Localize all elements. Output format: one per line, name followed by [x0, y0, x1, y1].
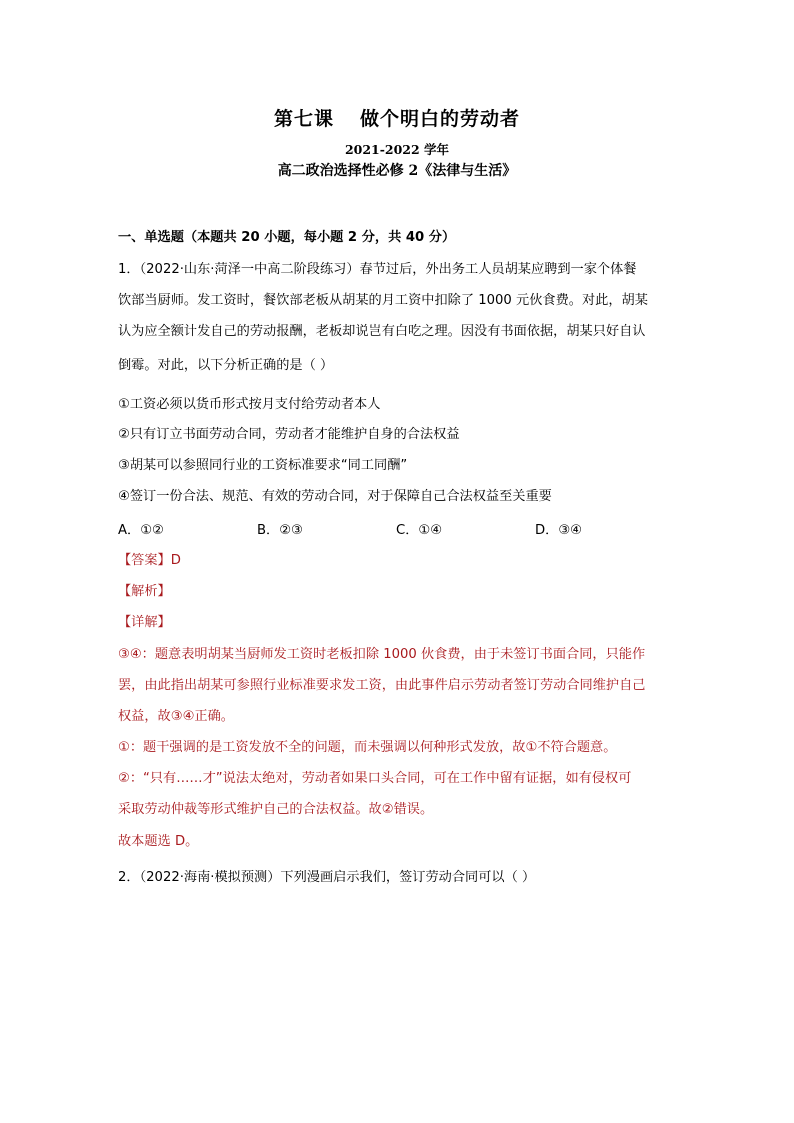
- lesson-number: 第七课: [273, 108, 334, 130]
- q1-detail-line-1: ③④：题意表明胡某当厨师发工资时老板扣除 1000 伙食费，由于未签订书面合同，只能作: [118, 647, 646, 662]
- q1-option-a: A．①②: [118, 523, 164, 538]
- page-title: [0, 104, 794, 131]
- q1-statement-2: ②只有订立书面劳动合同，劳动者才能维护自身的合法权益: [118, 427, 460, 442]
- course-name: 高二政治选择性必修 2《法律与生活》: [277, 163, 517, 179]
- q1-conclusion: 故本题选 D。: [118, 834, 199, 849]
- q1-stem-line-3: 认为应全额计发自己的劳动报酬，老板却说岂有白吃之理。因没有书面依据，胡某只好自认: [118, 324, 646, 339]
- q1-statement-3: ③胡某可以参照同行业的工资标准要求“同工同酬”: [118, 458, 408, 473]
- q1-stem-line-4: 倒霉。对此，以下分析正确的是（ ）: [118, 358, 334, 373]
- q1-option-b: B．②③: [257, 523, 303, 538]
- lesson-title: 做个明白的劳动者: [360, 108, 521, 130]
- q1-detail-option2-line-1: ②：“只有……才”说法太绝对，劳动者如果口头合同，可在工作中留有证据，如有侵权可: [118, 771, 632, 786]
- q1-stem-line-2: 饮部当厨师。发工资时，餐饮部老板从胡某的月工资中扣除了 1000 元伙食费。对此，胡某: [118, 293, 648, 308]
- q1-statement-1: ①工资必须以货币形式按月支付给劳动者本人: [118, 397, 381, 412]
- q1-option-d: D．③④: [535, 523, 582, 538]
- section-heading: 一、单选题（本题共 20 小题，每小题 2 分，共 40 分）: [118, 230, 456, 245]
- q1-answer: 【答案】D: [118, 553, 181, 568]
- q1-detail-line-2: 罢，由此指出胡某可参照行业标准要求发工资，由此事件启示劳动者签订劳动合同维护自己: [118, 678, 646, 693]
- q1-detail-option2-line-2: 采取劳动仲裁等形式维护自己的合法权益。故②错误。: [118, 802, 434, 817]
- academic-year: 2021-2022 学年: [344, 142, 450, 157]
- q1-option-c: C．①④: [396, 523, 443, 538]
- q1-statement-4: ④签订一份合法、规范、有效的劳动合同，对于保障自己合法权益至关重要: [118, 489, 552, 504]
- q1-detail-label: 【详解】: [118, 615, 171, 630]
- q1-detail-line-3: 权益，故③④正确。: [118, 709, 234, 724]
- q1-detail-option1: ①：题干强调的是工资发放不全的问题，而未强调以何种形式发放，故①不符合题意。: [118, 740, 617, 755]
- q1-stem-line-1: 1．（2022·山东·菏泽一中高二阶段练习）春节过后，外出务工人员胡某应聘到一家个体餐: [118, 262, 637, 277]
- q1-analysis-label: 【解析】: [118, 584, 171, 599]
- q2-stem: 2．（2022·海南·模拟预测）下列漫画启示我们，签订劳动合同可以（ ）: [118, 870, 536, 885]
